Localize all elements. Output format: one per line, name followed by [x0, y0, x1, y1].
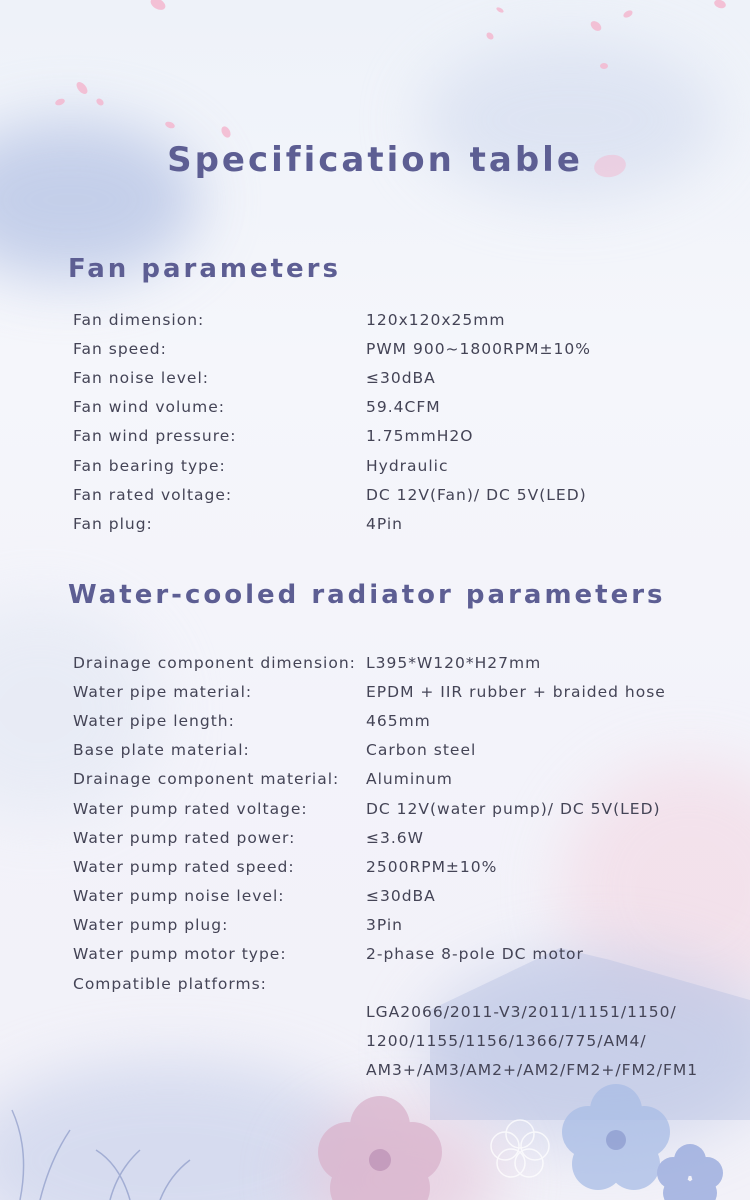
spec-row: [73, 852, 723, 881]
spec-value: Carbon steel: [366, 741, 477, 760]
spec-label: Fan rated voltage:: [73, 485, 233, 504]
spec-row: [73, 706, 723, 735]
spec-value: 120x120x25mm: [366, 310, 506, 329]
spec-row: [73, 677, 723, 706]
spec-label: Drainage component material:: [73, 770, 340, 789]
spec-label: Water pipe length:: [73, 711, 235, 730]
fan-spec-table: [73, 305, 723, 539]
spec-row: [73, 334, 723, 363]
spec-label: Water pipe material:: [73, 682, 253, 701]
spec-row: [73, 736, 723, 765]
spec-label: Fan speed:: [73, 339, 167, 358]
spec-row: [73, 480, 723, 509]
spec-label: Fan wind pressure:: [73, 427, 237, 446]
spec-value: 2500RPM±10%: [366, 857, 498, 876]
spec-value: 2-phase 8-pole DC motor: [366, 945, 584, 964]
spec-label: Fan dimension:: [73, 310, 205, 329]
spec-label: Water pump motor type:: [73, 945, 287, 964]
spec-value: ≤30dBA: [366, 887, 436, 906]
spec-label: Compatible platforms:: [73, 974, 267, 993]
spec-value: ≤3.6W: [366, 828, 424, 847]
page-title: Specification table: [167, 140, 583, 180]
spec-row: [73, 823, 723, 852]
spec-value: ≤30dBA: [366, 368, 436, 387]
spec-value: 59.4CFM: [366, 398, 441, 417]
spec-row: [73, 794, 723, 823]
spec-row: [73, 765, 723, 794]
spec-value: EPDM + IIR rubber + braided hose: [366, 682, 666, 701]
fan-section-title: Fan parameters: [68, 254, 341, 284]
spec-label: Water pump rated power:: [73, 828, 296, 847]
spec-value: DC 12V(Fan)/ DC 5V(LED): [366, 485, 587, 504]
spec-value: 1.75mmH2O: [366, 427, 474, 446]
spec-value: DC 12V(water pump)/ DC 5V(LED): [366, 799, 661, 818]
spec-label: Fan wind volume:: [73, 398, 225, 417]
spec-row: [73, 911, 723, 940]
spec-value: Hydraulic: [366, 456, 449, 475]
spec-value: 465mm: [366, 711, 431, 730]
spec-value: 3Pin: [366, 916, 403, 935]
spec-value: 4Pin: [366, 514, 403, 533]
spec-row: [73, 509, 723, 538]
spec-label: Water pump rated voltage:: [73, 799, 308, 818]
spec-row: [73, 393, 723, 422]
spec-label: Water pump rated speed:: [73, 857, 295, 876]
radiator-spec-table: [73, 648, 723, 998]
spec-row: [73, 451, 723, 480]
spec-row: [73, 940, 723, 969]
spec-value: PWM 900~1800RPM±10%: [366, 339, 591, 358]
spec-value: L395*W120*H27mm: [366, 653, 542, 672]
spec-row: [73, 363, 723, 392]
spec-row: [73, 969, 723, 998]
platform-line: 1200/1155/1156/1366/775/AM4/: [366, 1032, 647, 1051]
spec-label: Base plate material:: [73, 741, 250, 760]
spec-label: Water pump plug:: [73, 916, 229, 935]
spec-label: Fan bearing type:: [73, 456, 226, 475]
spec-label: Fan noise level:: [73, 368, 209, 387]
radiator-section-title: Water-cooled radiator parameters: [68, 580, 666, 610]
spec-label: Drainage component dimension:: [73, 653, 356, 672]
platform-line: AM3+/AM3/AM2+/AM2/FM2+/FM2/FM1: [366, 1061, 699, 1080]
platform-line: LGA2066/2011-V3/2011/1151/1150/: [366, 1003, 677, 1021]
spec-row: [73, 305, 723, 334]
spec-label: Water pump noise level:: [73, 887, 285, 906]
compatible-platforms-list: [366, 998, 736, 1086]
spec-row: [73, 882, 723, 911]
spec-row: [73, 648, 723, 677]
spec-row: [73, 422, 723, 451]
spec-label: Fan plug:: [73, 514, 153, 533]
spec-value: Aluminum: [366, 770, 453, 789]
